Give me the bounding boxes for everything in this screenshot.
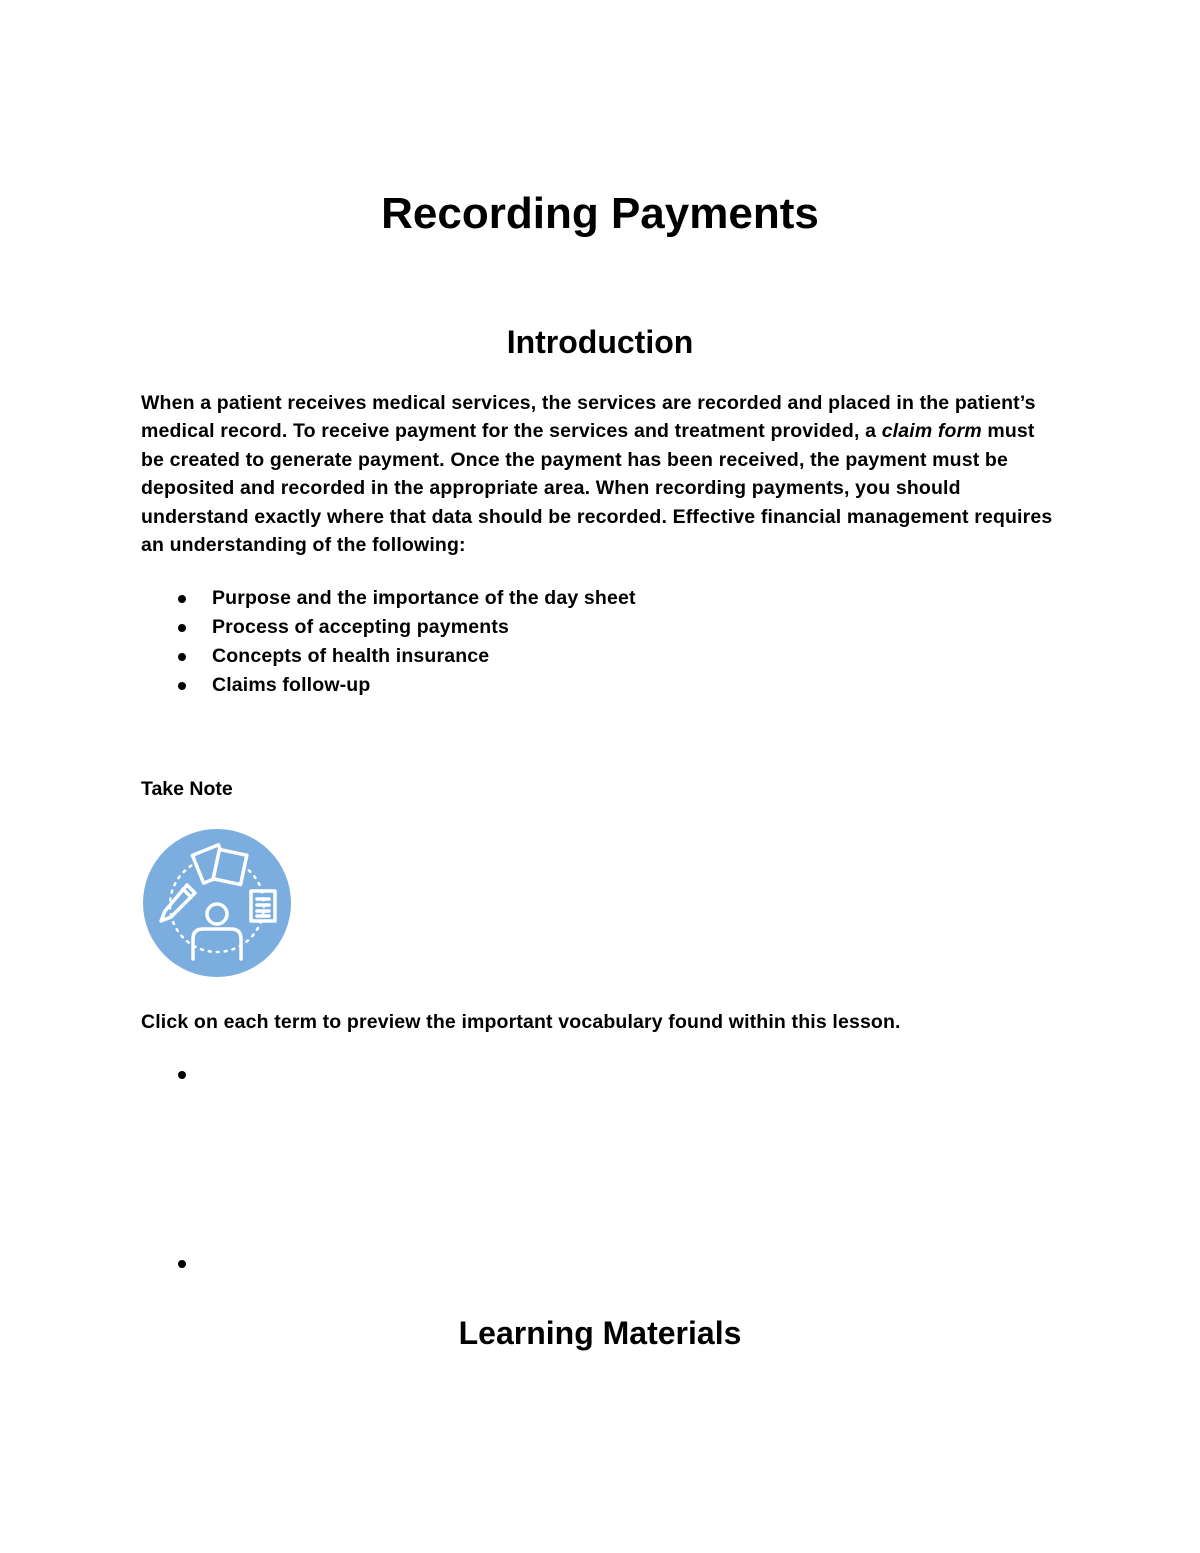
intro-text-part-2: must be created to generate payment. Once the payment has been received, the payment must be deposited and recorded in the appropriate area. When recording payments, you should understand exactly where that data should be recorded. Effective financial management requires an understanding of the following:	[141, 420, 1053, 557]
topic-label: Process of accepting payments	[212, 616, 509, 638]
bullet-icon	[178, 653, 186, 661]
topic-item	[141, 584, 636, 613]
topic-item	[141, 613, 636, 642]
introduction-heading: Introduction	[506, 324, 694, 360]
learning-materials-heading: Learning Materials	[458, 1315, 742, 1351]
vocabulary-term-bullet[interactable]	[178, 1071, 186, 1079]
topic-label: Purpose and the importance of the day sheet	[212, 587, 636, 609]
study-notes-icon	[143, 829, 291, 977]
bullet-icon	[178, 595, 186, 603]
take-note-label: Take Note	[141, 778, 233, 800]
page-title: Recording Payments	[381, 189, 819, 238]
vocabulary-term-bullet[interactable]	[178, 1260, 186, 1268]
topic-item	[141, 671, 636, 700]
intro-text-part-1: When a patient receives medical services, the services are recorded and placed in the patient’s medical record. To receive payment for the services and treatment provided, a	[141, 392, 1036, 443]
topic-label: Concepts of health insurance	[212, 645, 490, 667]
bullet-icon	[178, 682, 186, 690]
introduction-paragraph	[141, 389, 1061, 559]
vocabulary-instruction: Click on each term to preview the important vocabulary found within this lesson.	[141, 1011, 901, 1033]
topic-item	[141, 642, 636, 671]
claim-form-term: claim form	[881, 420, 982, 443]
bullet-icon	[178, 624, 186, 632]
topic-list	[141, 584, 636, 700]
topic-label: Claims follow-up	[212, 674, 371, 696]
